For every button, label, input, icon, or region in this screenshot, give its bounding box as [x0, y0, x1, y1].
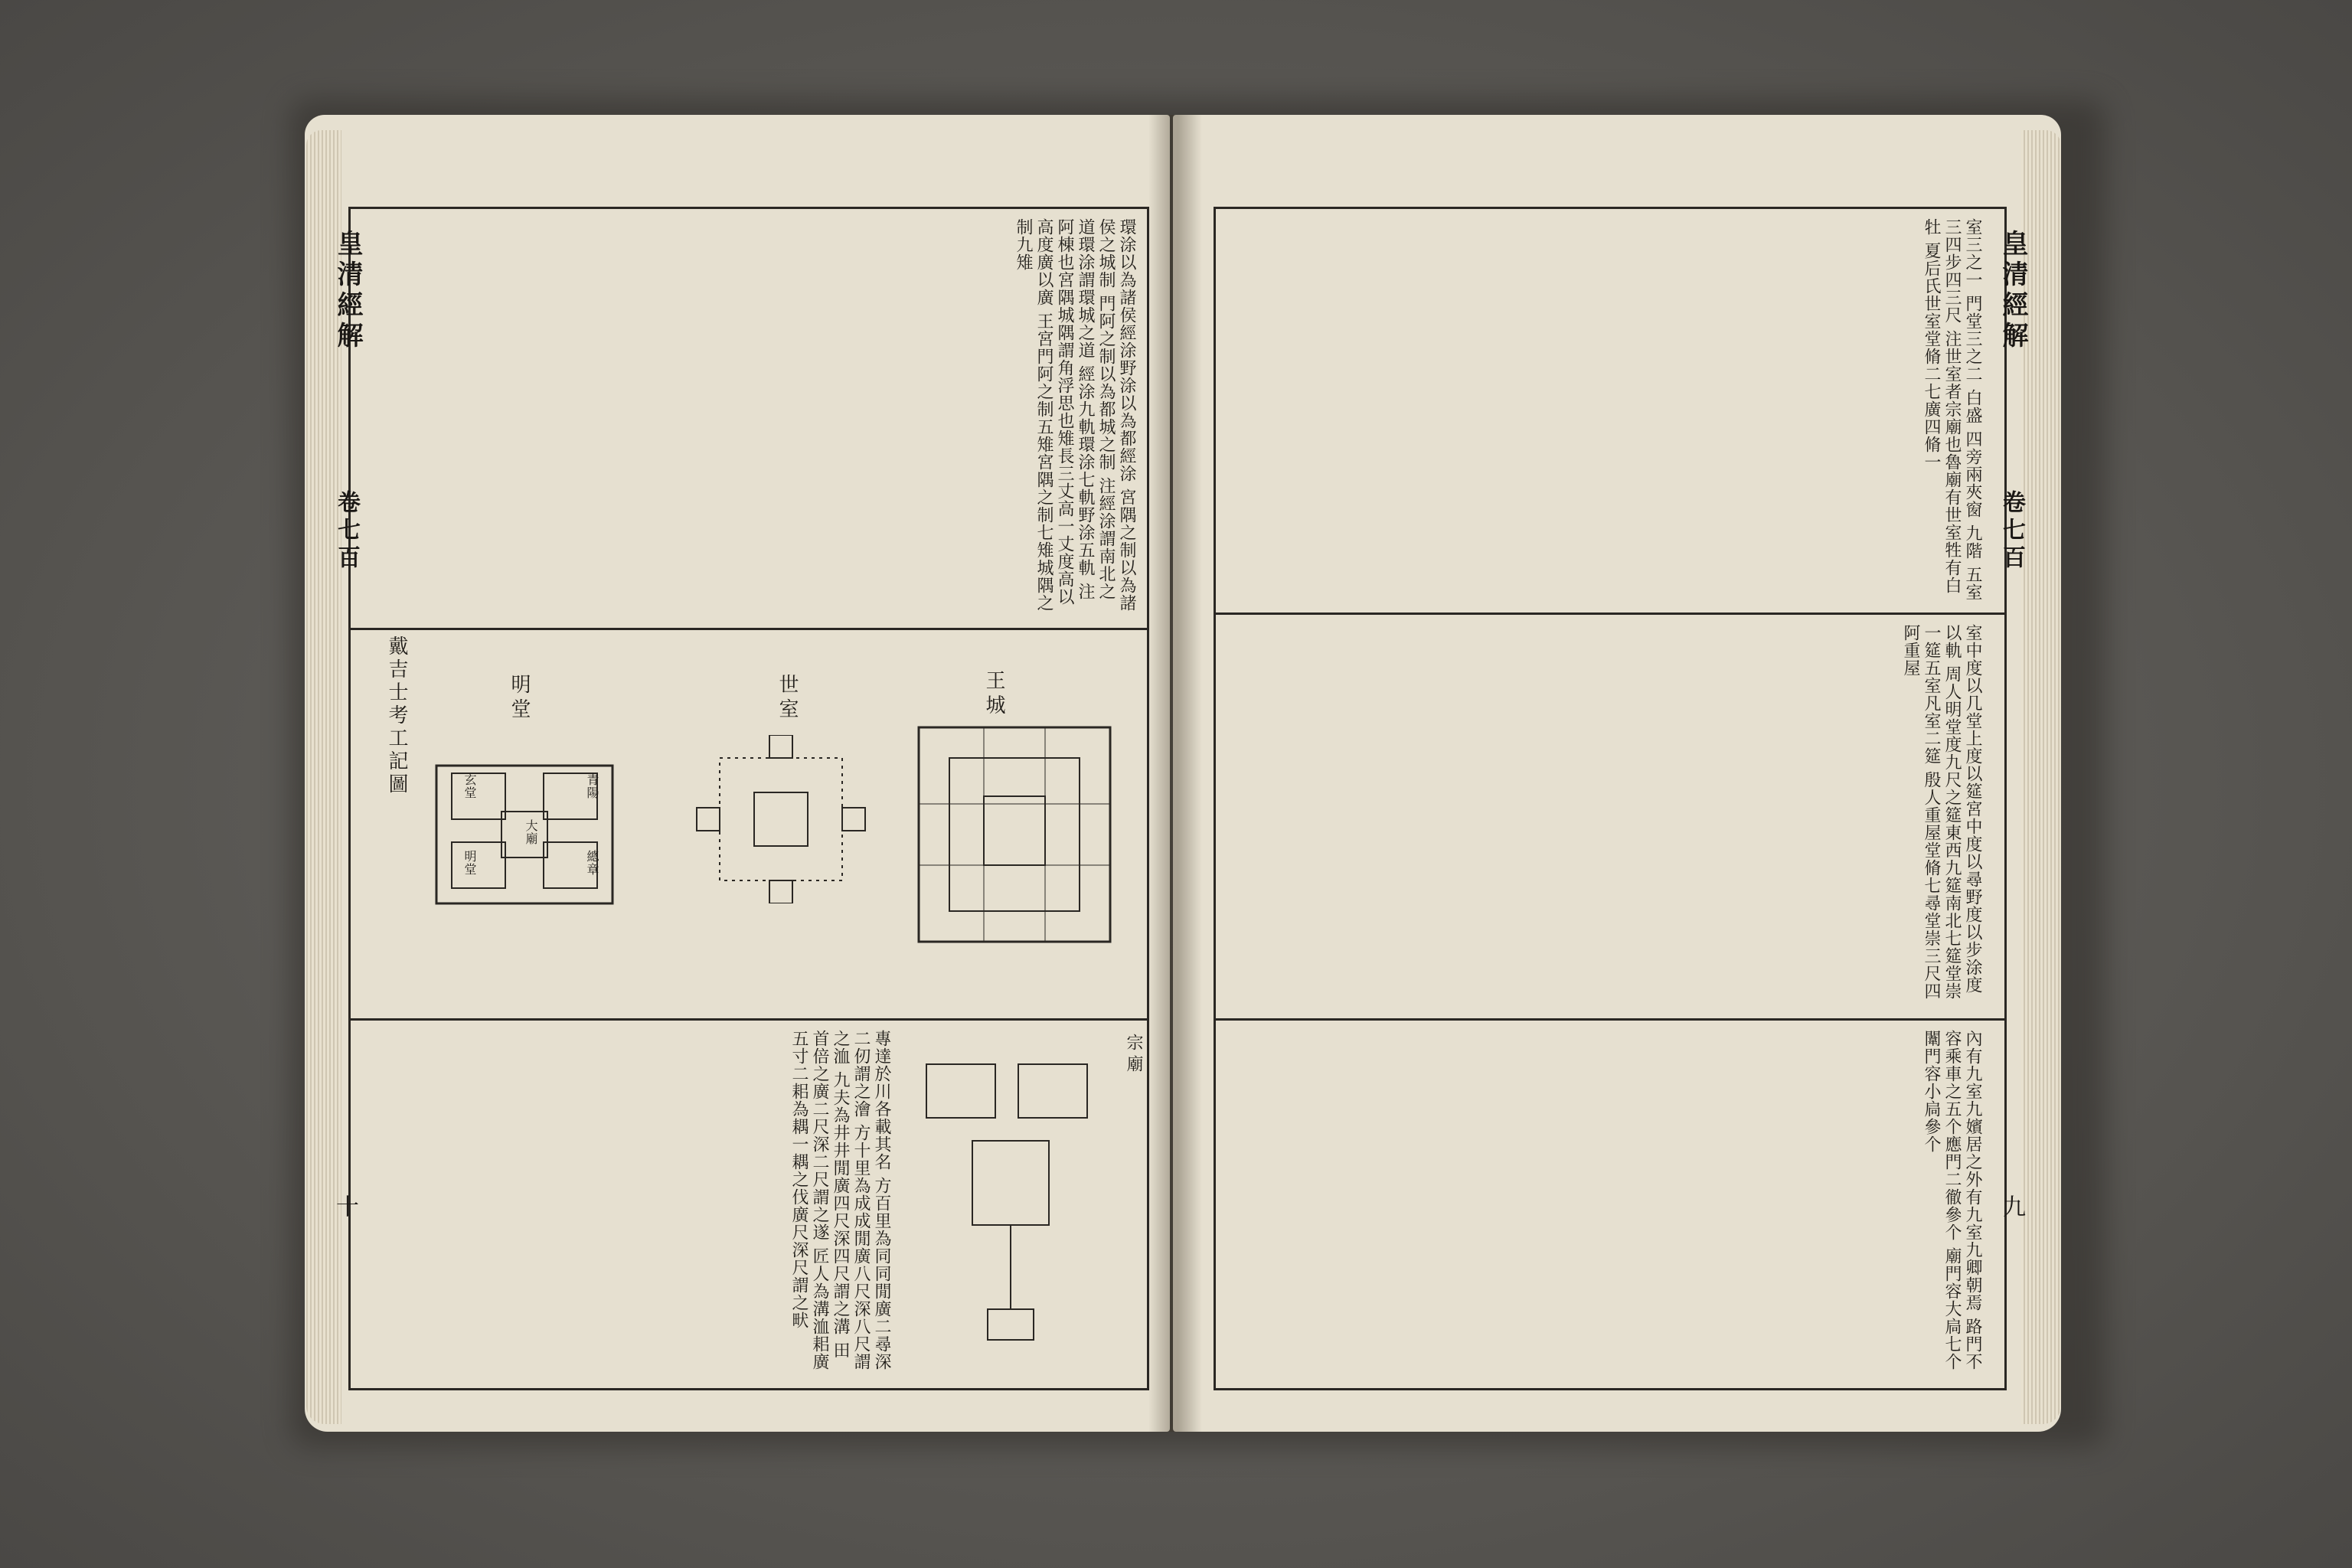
left-subtitle: 戴吉士考工記圖 — [385, 635, 408, 796]
wangcheng-label: 王城 — [982, 670, 1005, 719]
left-bottom-text-block: 專達於川各載其名 方百里為同同閒廣二尋深二仞謂之澮 方十里為成成閒廣八尺深八尺謂之洫 九夫為井井閒廣四尺深四尺謂之溝 田首倍之廣二尺深二尺謂之遂 匠人為溝洫耜廣五寸二耜為耦一耦之伐廣尺深尺謂之畎 — [789, 1030, 891, 1370]
right-page-number: 九 — [1998, 1194, 2025, 1217]
right-banner-title: 皇清經解 — [1998, 230, 2028, 352]
mingtang-room-1: 玄堂 — [462, 773, 477, 799]
mingtang-room-5: 總章 — [585, 850, 599, 876]
right-volume-number: 卷七百 — [1998, 490, 2025, 573]
left-top-text-block: 環涂以為諸侯經涂野涂以為都經涂 宮隅之制以為諸侯之城制 門阿之制以為都城之制 注經涂謂南北之道環涂謂環城之道 經涂九軌環涂七軌野涂五軌 注阿棟也宮隅城隅謂角浮思也雉長三丈高一丈度高以高度廣以廣 王宮門阿之制五雉宮隅之制七雉城隅之制九雉 — [1014, 218, 1136, 612]
right-divider-top — [1214, 612, 2004, 615]
shishi-label: 世室 — [776, 674, 799, 723]
mingtang-label: 明堂 — [508, 674, 531, 723]
shishi-plan — [689, 735, 873, 903]
right-bottom-text-block: 內有九室九嬪居之外有九室九卿朝焉 路門不容乘車之五个應門二徹參个 廟門容大扃七个闈門容小扃參个 — [1922, 1030, 1982, 1370]
left-banner-title: 皇清經解 — [332, 230, 363, 352]
left-page-number: 十 — [332, 1194, 358, 1217]
left-divider-bottom — [348, 1018, 1147, 1021]
right-divider-bottom — [1214, 1018, 2004, 1021]
right-middle-text-block: 室中度以几堂上度以筵宮中度以尋野度以步涂度以軌 周人明堂度九尺之筵東西九筵南北七筵堂崇一筵五室凡室二筵 殷人重屋堂脩七尋堂崇三尺四阿重屋 — [1901, 624, 1982, 1000]
mingtang-room-2: 大廟 — [524, 819, 538, 845]
zongmiao-plan — [911, 1057, 1110, 1348]
mingtang-room-4: 明堂 — [462, 850, 477, 876]
left-volume-number: 卷七百 — [333, 490, 360, 573]
mingtang-room-3: 青陽 — [585, 773, 599, 799]
wangcheng-plan — [911, 720, 1118, 949]
book-gutter — [1148, 115, 1202, 1432]
zongmiao-label: 宗廟 — [1124, 1034, 1143, 1076]
left-divider-top — [348, 628, 1147, 630]
right-top-text-block: 室三之一 門堂三之二 白盛 四旁兩夾窗 九階 五室三四步四三尺 注世室者宗廟也魯廟有世室牲有白牡 夏后氏世室堂脩二七廣四脩一 — [1922, 218, 1982, 601]
